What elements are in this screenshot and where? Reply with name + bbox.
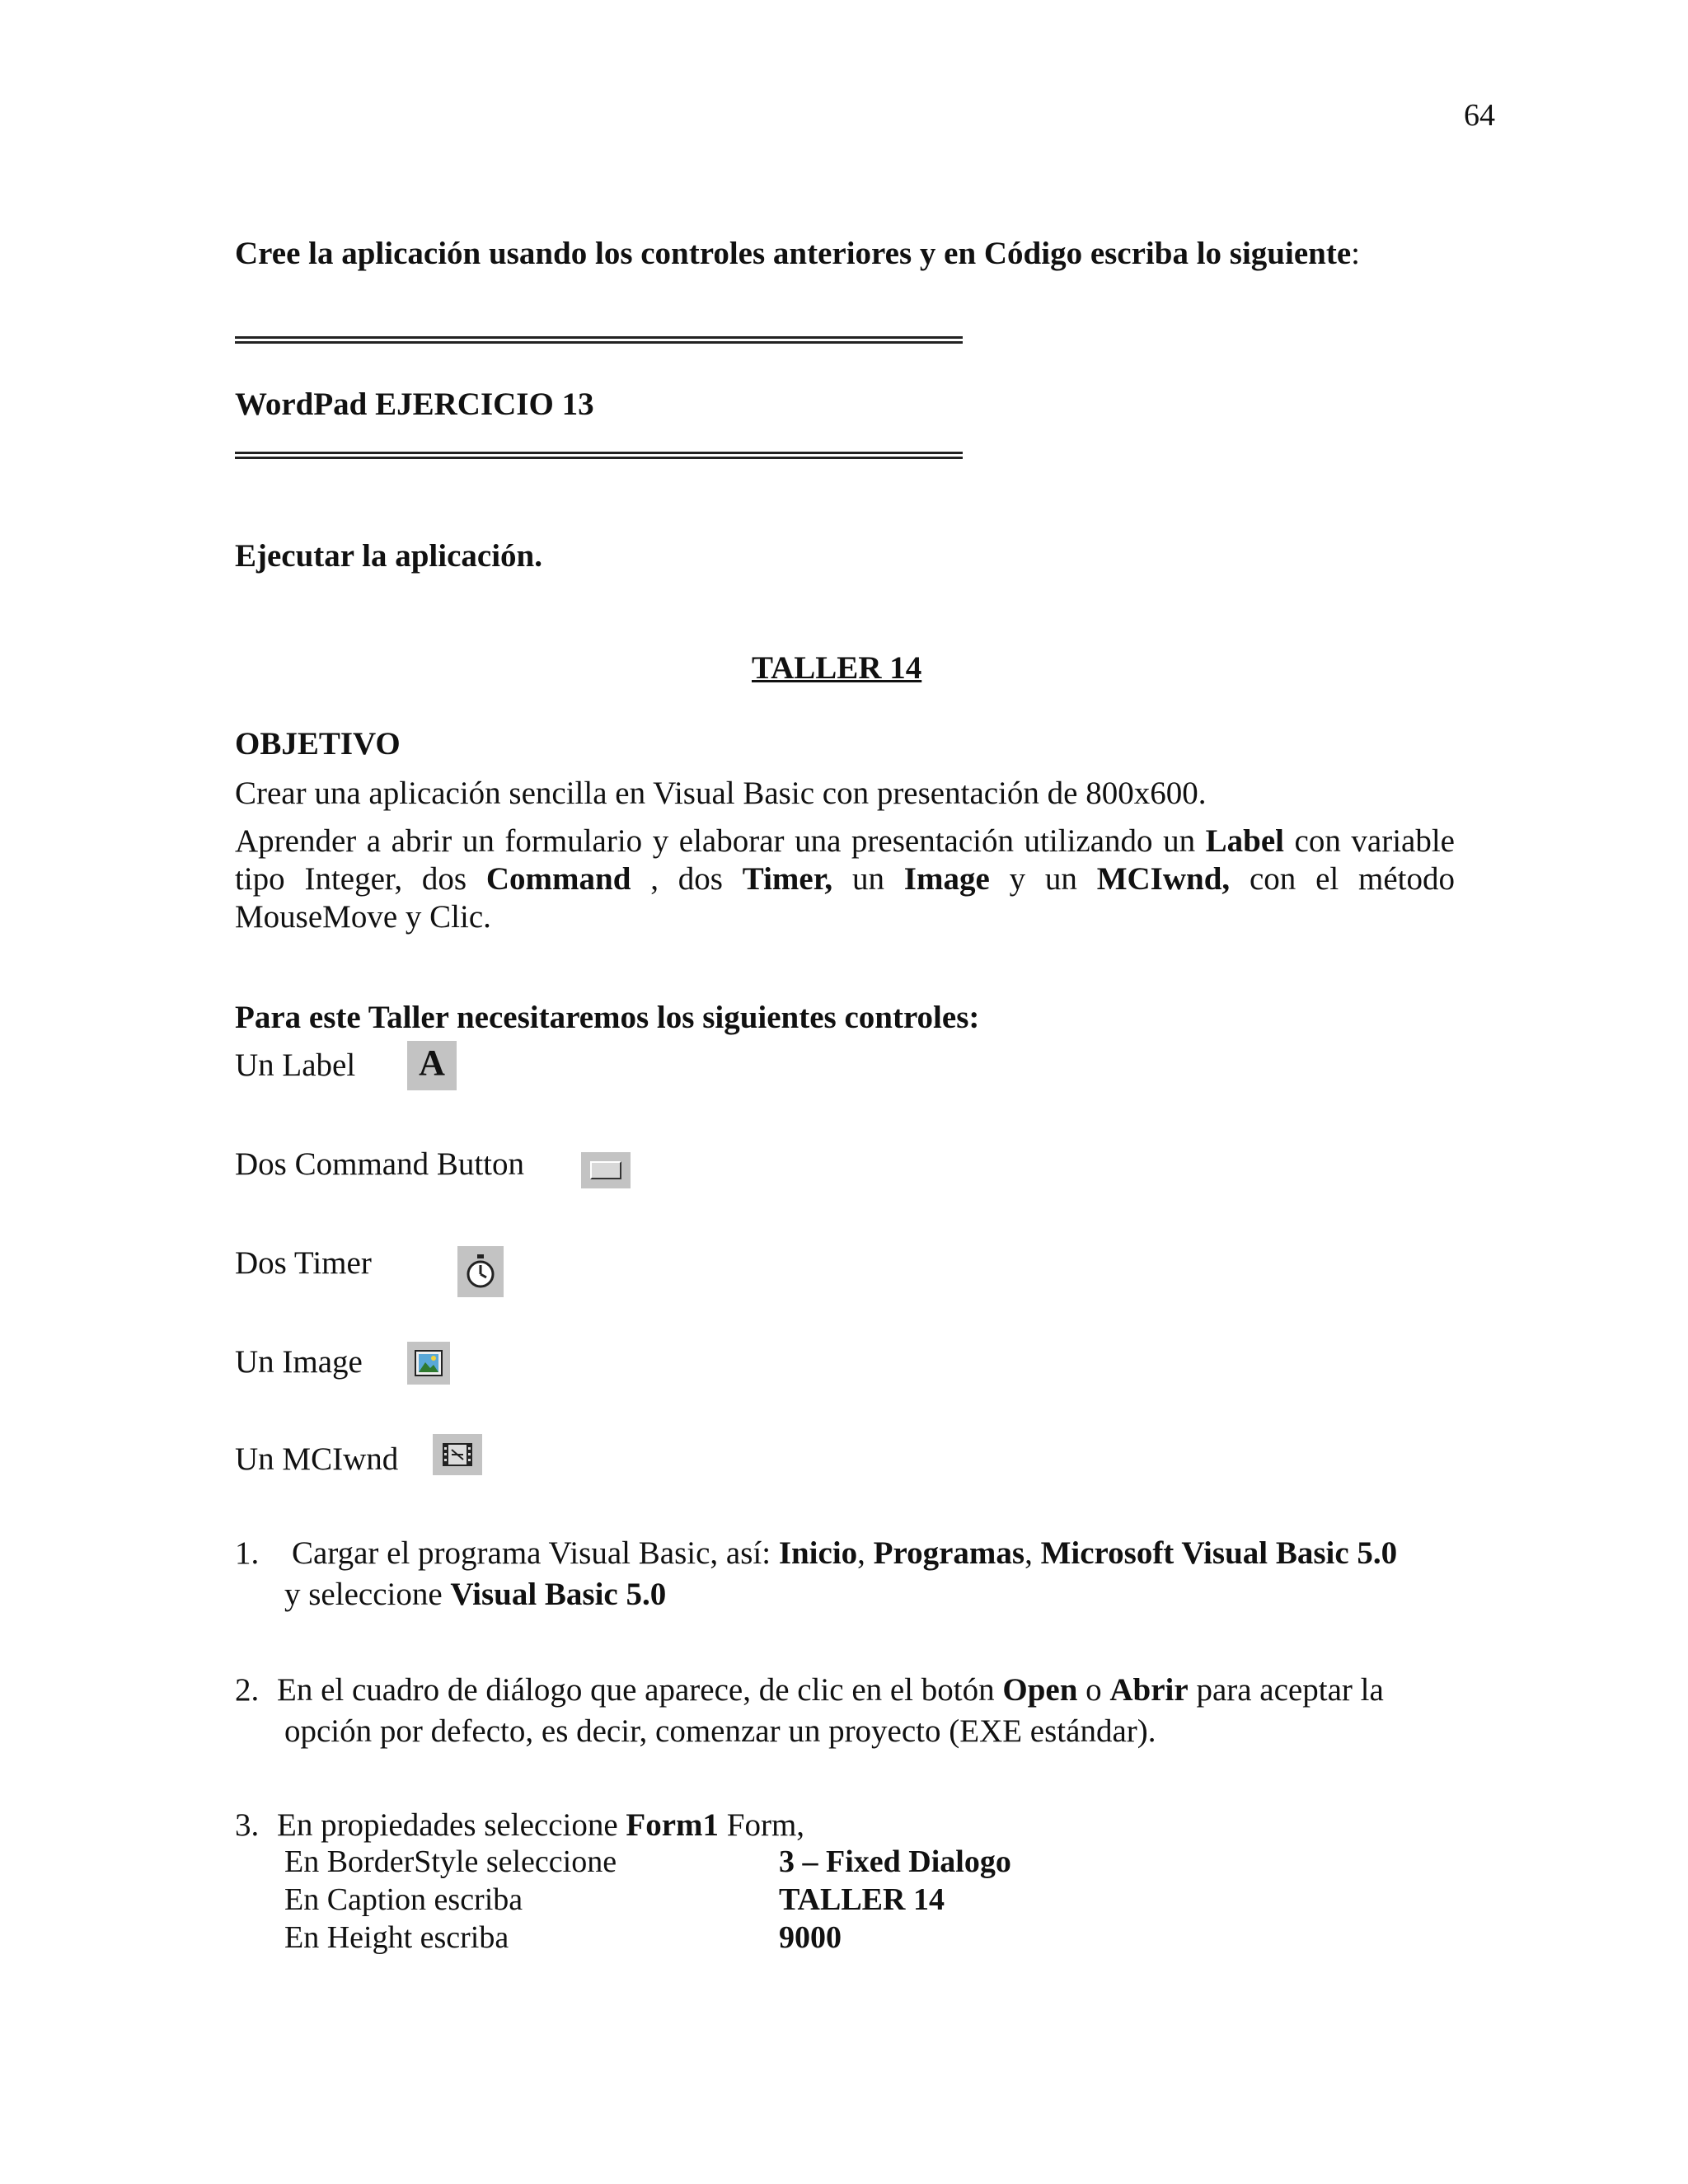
property-row [284, 1843, 1011, 1881]
run-application-text: Ejecutar la aplicación. [235, 538, 542, 574]
double-rule-bottom [235, 452, 963, 459]
p2-command: Command [485, 861, 631, 897]
step-1-number: 1. [235, 1535, 260, 1571]
p2-image: Image [903, 861, 990, 897]
step-1-vb: Visual Basic 5.0 [450, 1577, 667, 1613]
step-1-programas: Programas [873, 1535, 1025, 1571]
controls-heading: Para este Taller necesitaremos los siguientes controles: [235, 1000, 980, 1035]
property-value: 3 – Fixed Dialogo [779, 1844, 1011, 1879]
control-item-command [235, 1146, 524, 1183]
step-2-open: Open [1002, 1672, 1078, 1708]
p2-text-c: , dos [631, 861, 743, 897]
control-item-image [235, 1343, 363, 1381]
step-2-text-c: para aceptar la [1188, 1672, 1384, 1708]
step-1-inicio: Inicio [778, 1535, 858, 1571]
p2-text-a: Aprender a abrir un formulario y elaborar una presentación utilizando un [235, 823, 1206, 859]
step-3-form1: Form1 [626, 1807, 720, 1843]
objective-paragraph [235, 823, 1455, 936]
intro-colon: : [1351, 236, 1360, 271]
objective-line-1: Crear una aplicación sencilla en Visual Basic con presentación de 800x600. [235, 776, 1207, 811]
form-properties [284, 1843, 1011, 1957]
property-name: En Height escriba [284, 1919, 509, 1955]
step-3-number: 3. [235, 1807, 260, 1843]
control-item-timer [235, 1244, 372, 1282]
step-2-abrir: Abrir [1109, 1672, 1189, 1708]
step-2-line2: opción por defecto, es decir, comenzar un proyecto (EXE estándar). [284, 1713, 1156, 1750]
timer-icon [457, 1246, 504, 1297]
step-1 [235, 1535, 1455, 1614]
wordpad-exercise-heading: WordPad EJERCICIO 13 [235, 387, 594, 422]
property-value: TALLER 14 [779, 1882, 945, 1917]
objective-heading: OBJETIVO [235, 726, 401, 762]
mciwnd-icon [433, 1434, 482, 1475]
p2-text-f: con el método MouseMove y Clic. [235, 861, 1456, 935]
property-name: En BorderStyle seleccione [284, 1844, 617, 1879]
control-item-command-text: Dos Command Button [235, 1146, 525, 1182]
control-item-label [235, 1047, 355, 1085]
p2-mciwnd: MCIwnd, [1096, 861, 1231, 897]
p2-text-e: y un [989, 861, 1097, 897]
double-rule-top [235, 336, 963, 344]
label-glyph: A [419, 1043, 445, 1084]
step-2-text-b: o [1077, 1672, 1110, 1708]
control-item-label-text: Un Label [235, 1047, 356, 1083]
intro-text: Cree la aplicación usando los controles anteriores y en Código escriba lo siguiente [235, 236, 1352, 271]
p2-text-d: un [832, 861, 904, 897]
page-number: 64 [1464, 98, 1495, 133]
image-icon [407, 1342, 450, 1385]
step-1-msvb: Microsoft Visual Basic 5.0 [1040, 1535, 1398, 1571]
control-item-mciwnd [235, 1441, 398, 1479]
p2-timer: Timer, [742, 861, 833, 897]
step-1-comma-1: , [857, 1535, 874, 1571]
p2-label: Label [1205, 823, 1284, 859]
label-icon [407, 1041, 457, 1090]
step-3-text: En propiedades seleccione [277, 1807, 626, 1843]
step-1-text: Cargar el programa Visual Basic, así: [292, 1535, 779, 1571]
property-row [284, 1881, 1011, 1919]
property-value: 9000 [779, 1919, 842, 1955]
property-row [284, 1919, 1011, 1957]
step-1-comma-2: , [1025, 1535, 1041, 1571]
p2-text-b: con variable tipo Integer, dos [235, 823, 1455, 897]
taller-title: TALLER 14 [752, 650, 922, 686]
step-3 [235, 1807, 804, 1844]
step-2 [235, 1671, 1455, 1750]
control-item-timer-text: Dos Timer [235, 1245, 372, 1281]
control-item-image-text: Un Image [235, 1344, 363, 1380]
step-3-text-b: Form, [719, 1807, 805, 1843]
step-2-text: En el cuadro de diálogo que aparece, de clic en el botón [277, 1672, 1003, 1708]
control-item-mciwnd-text: Un MCIwnd [235, 1441, 399, 1477]
property-name: En Caption escriba [284, 1882, 523, 1917]
command-button-icon [581, 1152, 631, 1188]
intro-instruction [235, 235, 1360, 273]
step-2-number: 2. [235, 1672, 260, 1708]
step-1-line2-text: y seleccione [284, 1577, 451, 1613]
